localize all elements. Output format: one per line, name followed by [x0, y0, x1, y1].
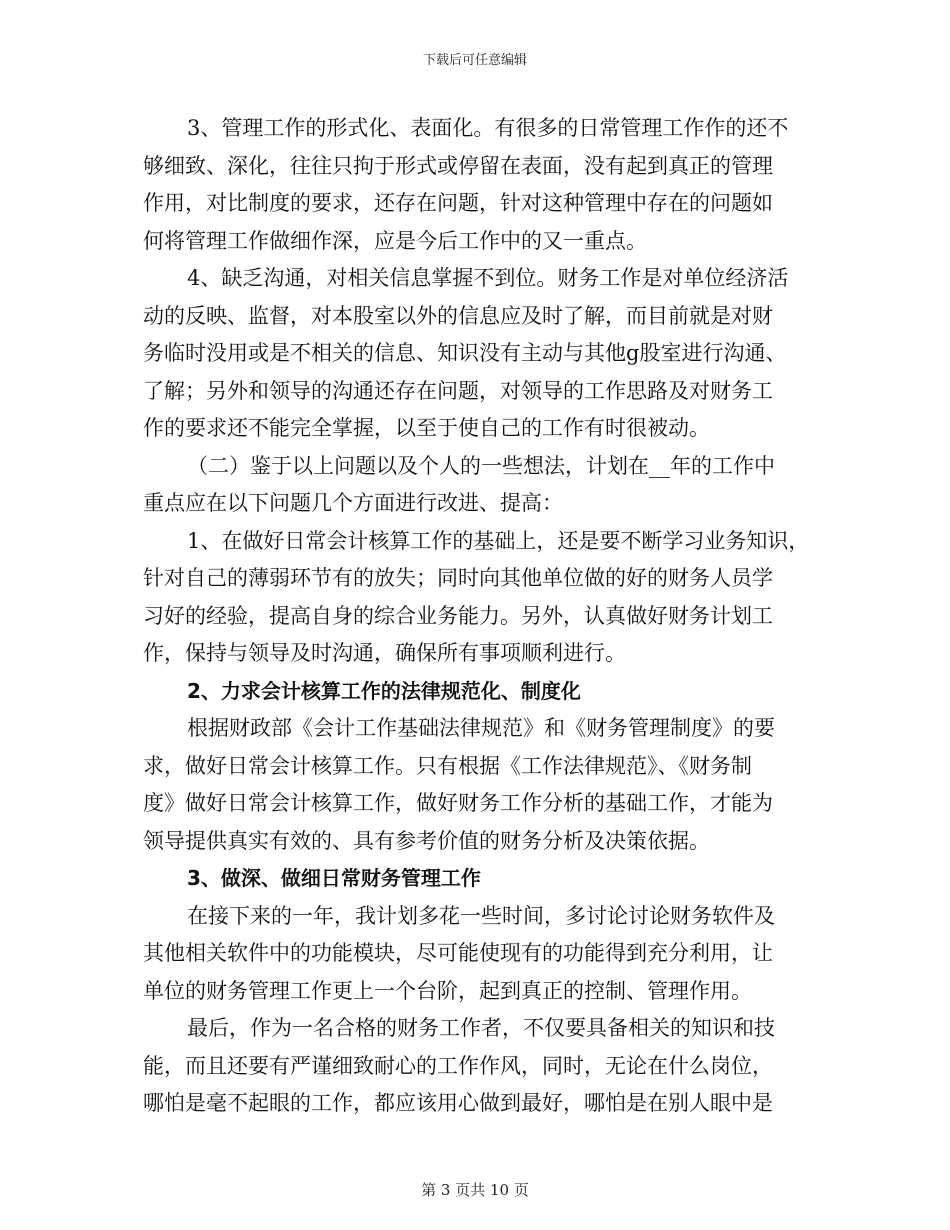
text-line: （二）鉴于以上问题以及个人的一些想法，计划在__年的工作中 [187, 453, 775, 478]
text-line: 在接下来的一年，我计划多花一些时间，多讨论讨论财务软件及 [187, 903, 775, 928]
text-line: 作用，对比制度的要求，还存在问题，针对这种管理中存在的问题如 [143, 191, 773, 215]
section-heading [143, 673, 833, 711]
text-line: 4、缺乏沟通，对相关信息掌握不到位。财务工作是对单位经济活 [187, 266, 789, 290]
paragraph [143, 448, 833, 523]
document-body [143, 110, 833, 1123]
text-line: 了解；另外和领导的沟通还存在问题，对领导的工作思路及对财务工 [143, 378, 773, 403]
paragraph [143, 110, 833, 260]
text-line: 作的要求还不能完全掌握，以至于使自己的工作有时很被动。 [143, 416, 710, 440]
paragraph [143, 1010, 833, 1123]
text-line: 单位的财务管理工作更上一个台阶，起到真正的控制、管理作用。 [143, 978, 752, 1003]
text-line: 其他相关软件中的功能模块，尽可能使现有的功能得到充分利用，让 [143, 941, 773, 965]
text-line: 度》做好日常会计核算工作，做好财务工作分析的基础工作，才能为 [143, 791, 773, 815]
text-line: 求，做好日常会计核算工作。只有根据《工作法律规范》、《财务制 [143, 753, 752, 778]
page-header: 下载后可任意编辑 [422, 53, 527, 68]
paragraph [143, 523, 833, 673]
text-line: 1、在做好日常会计核算工作的基础上，还是要不断学习业务知识， [187, 528, 810, 553]
text-line: 何将管理工作做细作深，应是今后工作中的又一重点。 [143, 228, 647, 253]
paragraph [143, 260, 833, 448]
page-number: 第 3 页共 10 页 [421, 1181, 529, 1199]
text-line: 针对自己的薄弱环节有的放失；同时向其他单位做的好的财务人员学 [143, 566, 773, 590]
text-line: 务临时没用或是不相关的信息、知识没有主动与其他g股室进行沟通、 [143, 341, 787, 365]
text-line: 哪怕是毫不起眼的工作，都应该用心做到最好，哪怕是在别人眼中是 [143, 1091, 773, 1115]
text-line: 3、管理工作的形式化、表面化。有很多的日常管理工作作的还不 [187, 116, 789, 140]
paragraph [143, 898, 833, 1011]
paragraph [143, 710, 833, 860]
text-line: 够细致、深化，往往只拘于形式或停留在表面，没有起到真正的管理 [143, 153, 773, 178]
section-heading [143, 860, 833, 898]
text-line: 根据财政部《会计工作基础法律规范》和《财务管理制度》的要 [187, 716, 775, 740]
text-line: 动的反映、监督，对本股室以外的信息应及时了解，而目前就是对财 [143, 303, 773, 328]
text-line: 习好的经验，提高自身的综合业务能力。另外，认真做好财务计划工 [143, 603, 773, 628]
text-line: 作，保持与领导及时沟通，确保所有事项顺利进行。 [143, 641, 626, 665]
text-line: 3、做深、做细日常财务管理工作 [187, 866, 481, 890]
text-line: 最后，作为一名合格的财务工作者，不仅要具备相关的知识和技 [187, 1016, 775, 1040]
text-line: 重点应在以下问题几个方面进行改进、提高： [143, 491, 563, 515]
text-line: 领导提供真实有效的、具有参考价值的财务分析及决策依据。 [143, 828, 710, 853]
text-line: 能，而且还要有严谨细致耐心的工作作风，同时，无论在什么岗位， [143, 1053, 773, 1078]
text-line: 2、力求会计核算工作的法律规范化、制度化 [187, 678, 581, 703]
